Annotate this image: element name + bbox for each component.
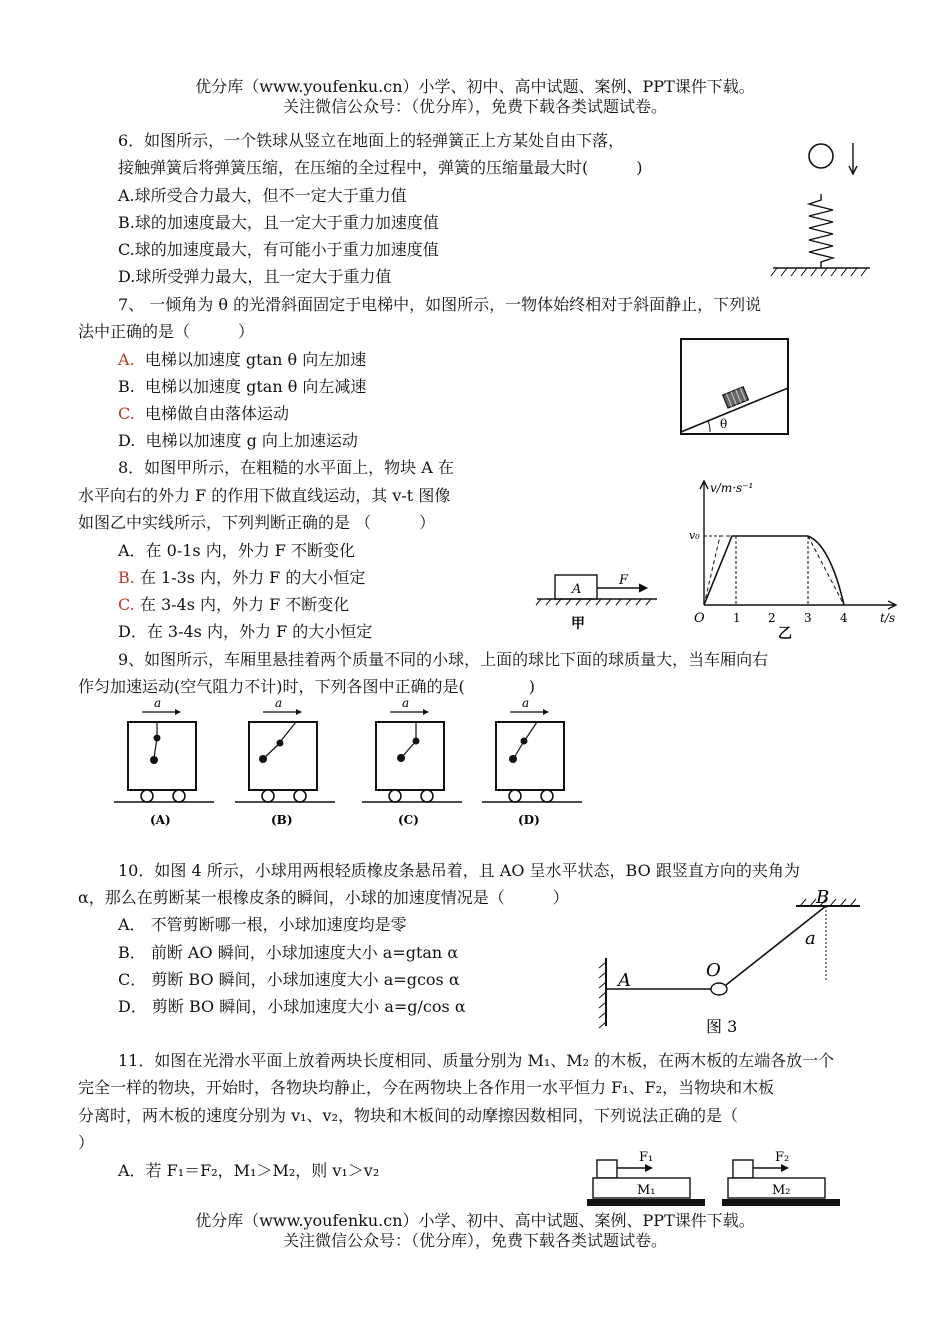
q8-option-a: A．在 0-1s 内，外力 F 不断变化 — [118, 541, 355, 560]
q11-option-a: A．若 F₁＝F₂，M₁＞M₂，则 v₁＞v₂ — [118, 1161, 380, 1180]
footer-line-1: 优分库（www.youfenku.cn）小学、初中、高中试题、案例、PPT课件下载。 — [195, 1211, 755, 1230]
q8-figure-jia — [535, 568, 660, 638]
q6-spring-figure — [765, 138, 875, 278]
q7-option-a: A. 电梯以加速度 gtan θ 向左加速 — [118, 350, 367, 369]
q8-stem-2: 水平向右的外力 F 的作用下做直线运动，其 v-t 图像 — [78, 486, 451, 505]
q10-label-o: O — [706, 960, 721, 981]
svg-text:a: a — [522, 696, 530, 710]
q8-yi-caption: 乙 — [778, 626, 792, 642]
q11-f1-label: F₁ — [639, 1150, 654, 1165]
q10-label-b: B — [816, 887, 830, 908]
q6-option-c: C.球的加速度最大，有可能小于重力加速度值 — [118, 240, 439, 259]
q9-stem-2: 作匀加速运动(空气阻力不计)时，下列各图中正确的是( ) — [78, 677, 535, 696]
q8-tick-4: 4 — [840, 611, 848, 625]
q10-option-b: B． 前断 AO 瞬间，小球加速度大小 a=gtan α — [118, 943, 459, 962]
q8-stem-3: 如图乙中实线所示，下列判断正确的是 （ ） — [78, 513, 436, 532]
q8-tick-3: 3 — [804, 611, 812, 625]
q10-option-d: D． 剪断 BO 瞬间，小球加速度大小 a=g/cos α — [118, 997, 466, 1016]
q7-option-d: D. 电梯以加速度 g 向上加速运动 — [118, 431, 358, 450]
q10-stem-1: 10．如图 4 所示，小球用两根轻质橡皮条悬吊着，且 AO 呈水平状态，BO 跟竖直方向的夹角为 — [118, 861, 800, 880]
q8-tick-2: 2 — [768, 611, 776, 625]
q7-option-c: C. 电梯做自由落体运动 — [118, 404, 289, 423]
svg-text:a: a — [402, 696, 410, 710]
q11-f2-label: F₂ — [775, 1150, 790, 1165]
svg-text:a: a — [275, 696, 283, 710]
q6-stem-1: 6．如图所示，一个铁球从竖立在地面上的轻弹簧正上方某处自由下落， — [118, 131, 625, 150]
svg-text:a: a — [154, 696, 162, 710]
header-line-1: 优分库（www.youfenku.cn）小学、初中、高中试题、案例、PPT课件下载。 — [195, 77, 755, 96]
q7-option-b: B. 电梯以加速度 gtan θ 向左减速 — [118, 377, 367, 396]
q11-m2-label: M₂ — [772, 1183, 791, 1198]
q6-option-a: A.球所受合力最大，但不一定大于重力值 — [118, 186, 407, 205]
q8-t-axis-label: t/s — [880, 611, 896, 625]
q10-caption: 图 3 — [706, 1017, 738, 1036]
header-line-2: 关注微信公众号：（优分库），免费下载各类试题试卷。 — [282, 97, 667, 116]
q8-v-axis-label: v/m·s⁻¹ — [710, 481, 754, 495]
q10-label-alpha: a — [805, 928, 816, 949]
q8-force-label: F — [619, 573, 629, 588]
q7-incline-figure — [680, 338, 790, 436]
q8-option-d: D．在 3-4s 内，外力 F 的大小恒定 — [118, 622, 373, 641]
q9-label-b: (B) — [271, 813, 293, 827]
q8-vt-graph — [680, 475, 910, 640]
q8-v0-label: v₀ — [689, 529, 700, 542]
q8-option-b: B. 在 1-3s 内，外力 F 的大小恒定 — [118, 568, 366, 587]
q8-option-c: C. 在 3-4s 内，外力 F 不断变化 — [118, 595, 350, 614]
q9-cart-c — [362, 696, 462, 827]
footer-line-2: 关注微信公众号：（优分库），免费下载各类试题试卷。 — [282, 1231, 667, 1250]
q9-cart-a — [114, 696, 214, 827]
q9-cart-d — [482, 696, 582, 827]
q11-board-figure — [585, 1146, 845, 1216]
q7-theta-label: θ — [720, 417, 728, 431]
q8-tick-1: 1 — [733, 611, 741, 625]
q11-stem-2: 完全一样的物块，开始时，各物块均静止，今在两物块上各作用一水平恒力 F₁、F₂，当物块和木板 — [78, 1078, 775, 1097]
q7-stem-1: 7、 一倾角为 θ 的光滑斜面固定于电梯中，如图所示，一物体始终相对于斜面静止，下列说 — [118, 295, 762, 314]
q8-origin-label: O — [694, 611, 705, 626]
q9-label-c: (C) — [398, 813, 419, 827]
q9-cart-b — [235, 696, 335, 827]
q10-label-a: A — [618, 970, 631, 991]
q10-option-c: C． 剪断 BO 瞬间，小球加速度大小 a=gcos α — [118, 970, 460, 989]
q6-stem-2: 接触弹簧后将弹簧压缩，在压缩的全过程中，弹簧的压缩量最大时( ) — [118, 158, 643, 177]
q6-option-b: B.球的加速度最大，且一定大于重力加速度值 — [118, 213, 439, 232]
q7-stem-2: 法中正确的是（ ） — [78, 322, 255, 341]
q11-stem-4: ） — [78, 1133, 95, 1152]
q6-option-d: D.球所受弹力最大，且一定大于重力值 — [118, 267, 392, 286]
q11-m1-label: M₁ — [637, 1183, 656, 1198]
q10-option-a: A． 不管剪断哪一根，小球加速度均是零 — [118, 915, 407, 934]
q10-stem-2: α，那么在剪断某一根橡皮条的瞬间，小球的加速度情况是（ ） — [78, 888, 569, 907]
q9-stem-1: 9、如图所示，车厢里悬挂着两个质量不同的小球，上面的球比下面的球质量大，当车厢向右 — [118, 650, 769, 669]
q11-stem-3: 分离时，两木板的速度分别为 v₁、v₂，物块和木板间的动摩擦因数相同，下列说法正确的是（ — [78, 1106, 738, 1125]
q8-jia-caption: 甲 — [571, 616, 585, 632]
q9-label-a: (A) — [150, 813, 171, 827]
q10-figure — [598, 888, 873, 1040]
q9-label-d: (D) — [518, 813, 540, 827]
q11-stem-1: 11．如图在光滑水平面上放着两块长度相同、质量分别为 M₁、M₂ 的木板，在两木板的左端各放一个 — [118, 1051, 835, 1070]
q8-stem-1: 8．如图甲所示，在粗糙的水平面上，物块 A 在 — [118, 458, 454, 477]
q8-block-label: A — [572, 582, 582, 597]
q9-cart-figures — [112, 694, 572, 834]
